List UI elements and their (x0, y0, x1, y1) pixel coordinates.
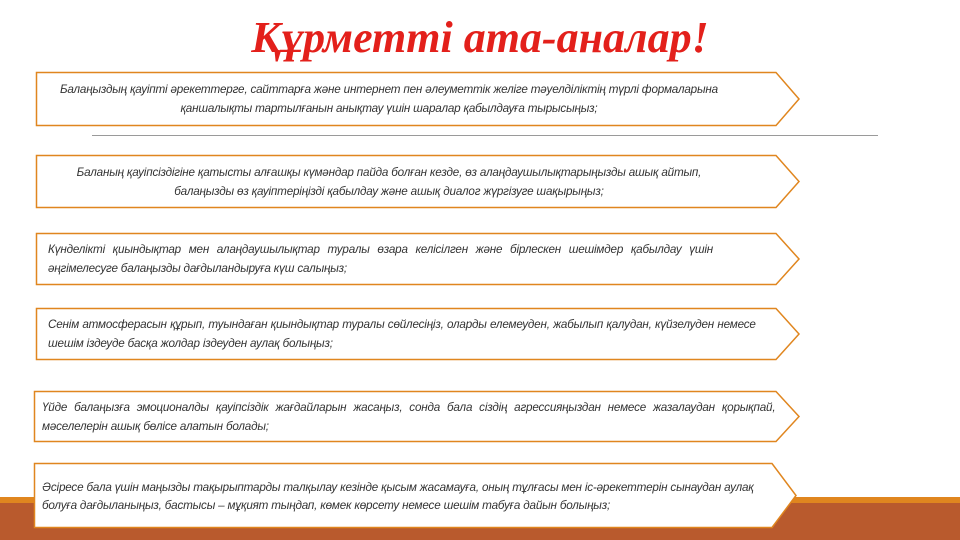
divider-line (92, 135, 878, 136)
advice-arrow-3 (36, 233, 800, 285)
advice-arrow-2 (36, 155, 800, 208)
advice-text-6: Әсіресе бала үшін маңызды тақырыптарды талқылау кезінде қысым жасамауға, оның тұлғасы мен іс-әрекеттерін сынаудан аулақ болуға дағдыланыңыз, бастысы – мұқият тыңдап, көмек көрсету немесе шешім табуға дайын болыңыз; (42, 479, 754, 512)
page-title: Құрметті ата-аналар! (251, 13, 709, 62)
advice-text-3: Күнделікті қиындықтар мен алаңдаушылықтар туралы өзара келісілген және бірлескен шешімдер қабылдау үшін әңгімелесуге балаңызды дағдыландыруға күш салыңыз; (48, 242, 713, 275)
advice-text-1: Балаңыздың қауіпті әрекеттерге, сайттарға және интернет пен әлеуметтік желіге тәуелділіктің түрлі формаларына қаншалықты тартылғанын анықтау үшін шаралар қабылдауға тырысыңыз; (59, 82, 718, 115)
advice-text-5: Үйде балаңызға эмоционалды қауіпсіздік жағдайларын жасаңыз, сонда бала сіздің агрессияңыздан немесе жазалаудан қорықпай, мәселелерін ашық бөлісе алатын болады; (42, 399, 776, 433)
advice-text-4: Сенім атмосферасын құрып, туындаған қиындықтар туралы сөйлесіңіз, оларды елемеуден, жабылып қалудан, күйзелуден немесе шешім іздеуде басқа жолдар іздеуден аулақ болыңыз; (48, 317, 756, 350)
advice-arrow-5 (34, 391, 800, 442)
advice-text-2: Баланың қауіпсіздігіне қатысты алғашқы күмәндар пайда болған кезде, өз алаңдаушылықтарыңызды ашық айтып, балаңызды өз қауіптеріңізді қабылдау және ашық диалог жүргізуге шақырыңыз; (76, 164, 702, 198)
advice-arrow-4 (36, 308, 800, 360)
advice-arrow-6 (34, 463, 797, 528)
advice-arrow-1 (36, 72, 800, 126)
